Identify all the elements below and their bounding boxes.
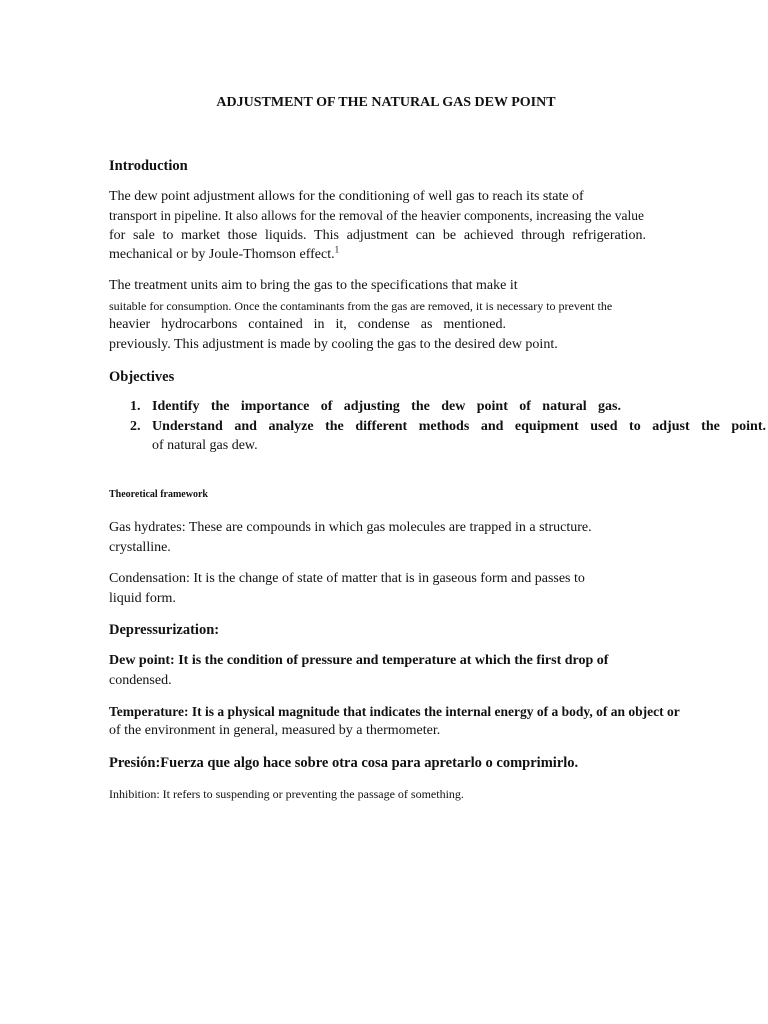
dew-point-line1: Dew point: It is the condition of pressure and temperature at which the first drop of	[109, 653, 609, 668]
intro-para2-line4: previously. This adjustment is made by cooling the gas to the desired dew point.	[109, 337, 558, 352]
dew-point-line2: condensed.	[109, 673, 172, 688]
condensation-line1: Condensation: It is the change of state of matter that is in gaseous form and passes to	[109, 571, 585, 586]
objectives-heading: Objectives	[109, 369, 175, 385]
theoretical-framework-heading: Theoretical framework	[109, 489, 208, 500]
intro-para1-line2: transport in pipeline. It also allows for the removal of the heavier components, increasing the value	[109, 208, 644, 223]
intro-para1-line1: The dew point adjustment allows for the conditioning of well gas to reach its state of	[109, 189, 584, 204]
intro-para2-line1: The treatment units aim to bring the gas to the specifications that make it	[109, 278, 518, 293]
introduction-heading: Introduction	[109, 158, 188, 174]
temperature-line2: of the environment in general, measured by a thermometer.	[109, 723, 441, 738]
gas-hydrates-line2: crystalline.	[109, 540, 171, 555]
footnote-ref: 1	[334, 244, 340, 255]
presion-line: Presión:Fuerza que algo hace sobre otra cosa para apretarlo o comprimirlo.	[109, 755, 579, 771]
condensation-line2: liquid form.	[109, 591, 176, 606]
intro-para1-line4-text: mechanical or by Joule-Thomson effect.	[109, 247, 335, 262]
objective-item-2-number: 2.	[130, 419, 141, 434]
objective-item-2-text: Understand and analyze the different methods and equipment used to adjust the point.	[152, 419, 766, 434]
objective-item-2-continuation: of natural gas dew.	[152, 438, 258, 453]
gas-hydrates-line1: Gas hydrates: These are compounds in which gas molecules are trapped in a structure.	[109, 520, 592, 535]
intro-para2-line2: suitable for consumption. Once the contaminants from the gas are removed, it is necessary to prevent the	[109, 299, 613, 313]
document-title: ADJUSTMENT OF THE NATURAL GAS DEW POINT	[216, 95, 556, 110]
objective-item-1-text: Identify the importance of adjusting the dew point of natural gas.	[152, 399, 621, 414]
depressurization-heading: Depressurization:	[109, 622, 220, 638]
intro-para2-line3: heavier hydrocarbons contained in it, condense as mentioned.	[109, 317, 506, 332]
inhibition-line: Inhibition: It refers to suspending or preventing the passage of something.	[109, 787, 464, 801]
intro-para1-line3: for sale to market those liquids. This adjustment can be achieved through refrigeration.	[109, 228, 646, 243]
temperature-line1: Temperature: It is a physical magnitude that indicates the internal energy of a body, of an object or	[109, 704, 680, 719]
intro-para1-line4	[109, 244, 340, 263]
objective-item-1-number: 1.	[130, 399, 141, 414]
